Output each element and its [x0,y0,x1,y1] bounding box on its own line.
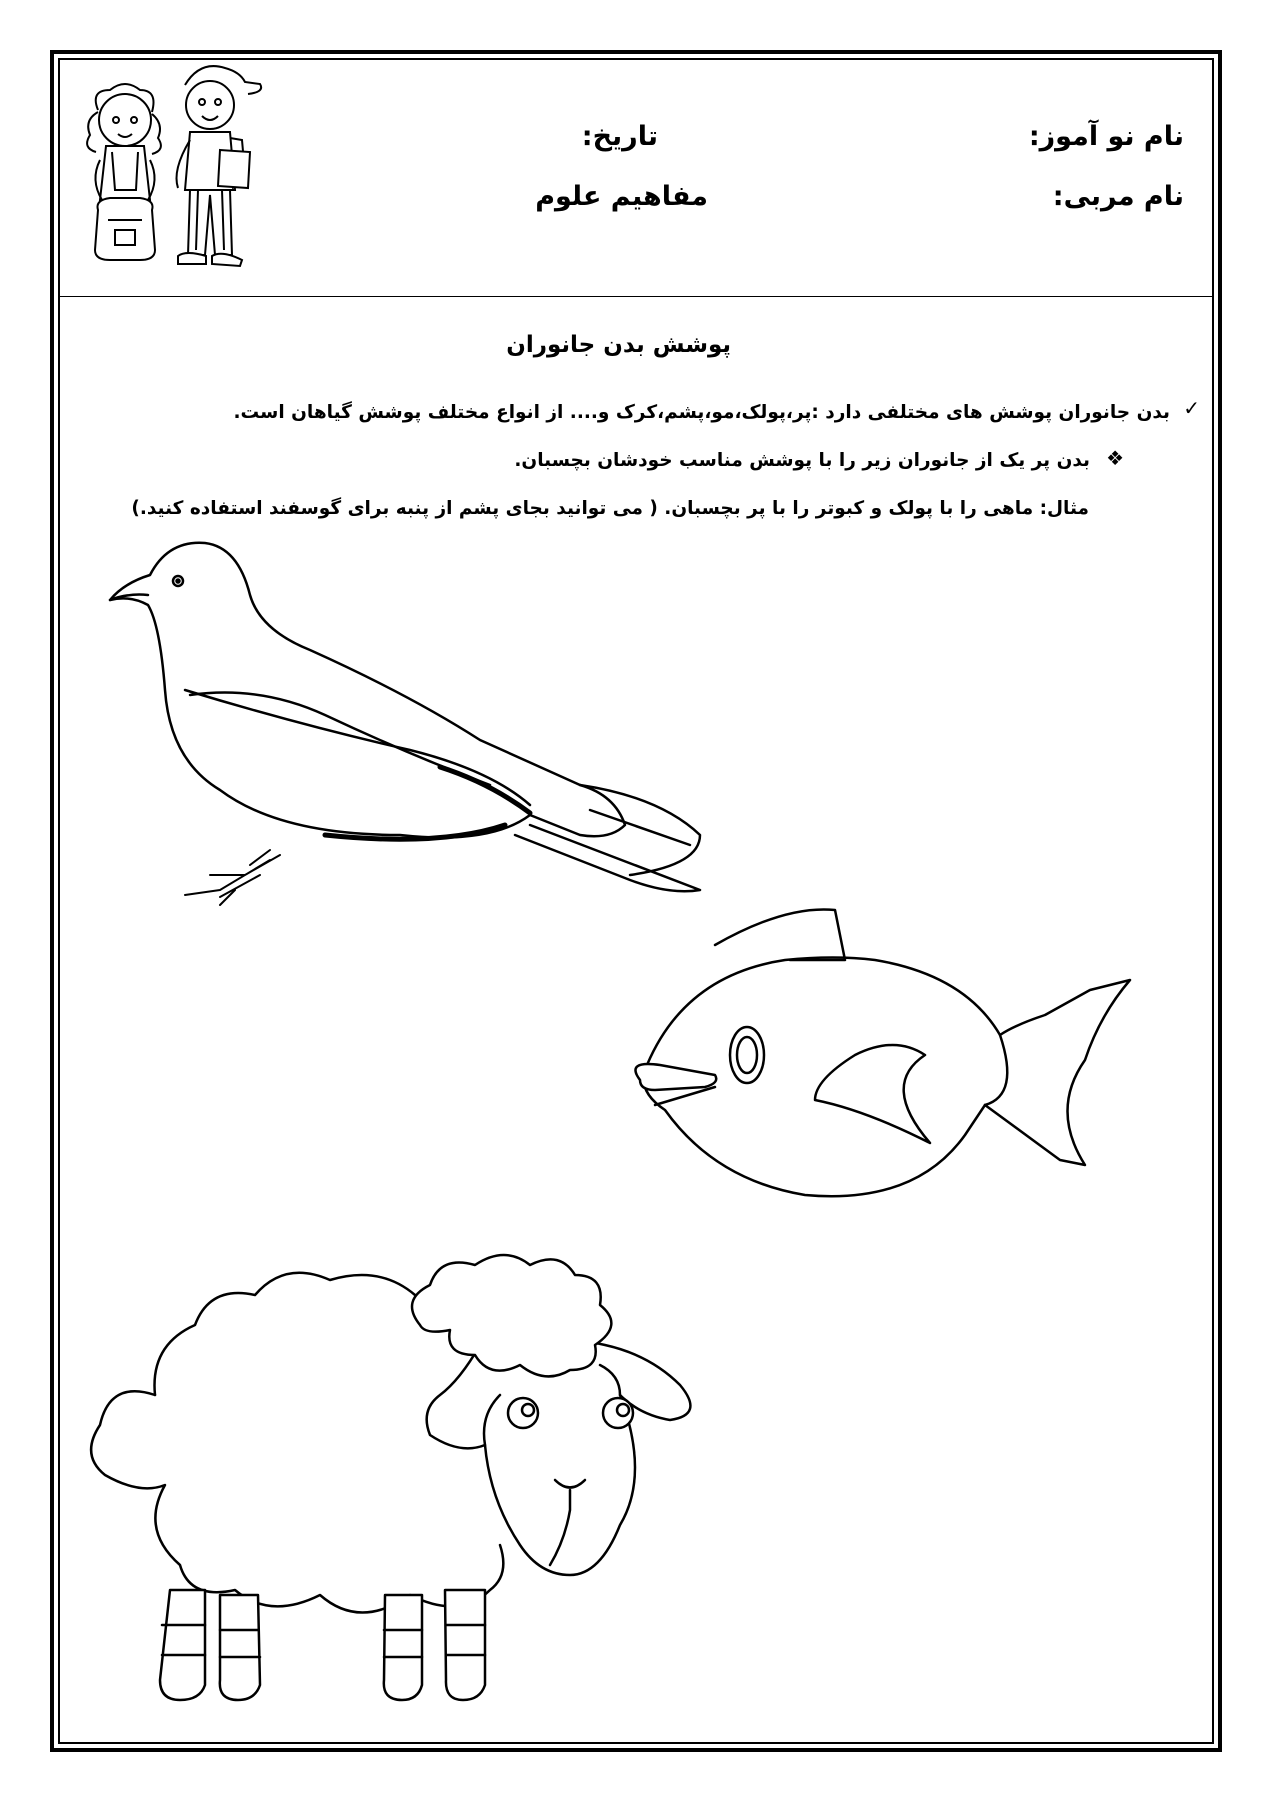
pigeon-outline [110,535,710,915]
subject-title: مفاهیم علوم [535,181,708,212]
boy-figure [177,66,262,266]
date-label: تاریخ: [581,121,658,152]
intro-line: بدن جانوران پوشش های مختلفی دارد :پر،پولک،مو،پشم،کرک و.... از انواع مختلف پوشش گیاهان است. [233,402,1170,423]
instruction-line: بدن پر یک از جانوران زیر را با پوشش مناسب خودشان بچسبان. [514,450,1090,471]
worksheet-title: پوشش بدن جانوران [506,332,731,358]
fish-outline [625,905,1130,1240]
header-divider [60,296,1212,297]
girl-figure [87,84,161,260]
check-mark-icon: ✓ [1183,396,1200,420]
example-line: مثال: ماهی را با پولک و کبوتر را با پر بچسبان. ( می توانید بجای پشم از پنبه برای گوسفند استفاده کنید.) [131,498,1089,519]
teacher-name-label: نام مربی: [1052,181,1184,212]
sheep-outline [80,1245,720,1705]
diamond-bullet-icon: ❖ [1106,446,1124,470]
student-name-label: نام نو آموز: [1028,121,1184,152]
children-illustration [60,60,285,295]
